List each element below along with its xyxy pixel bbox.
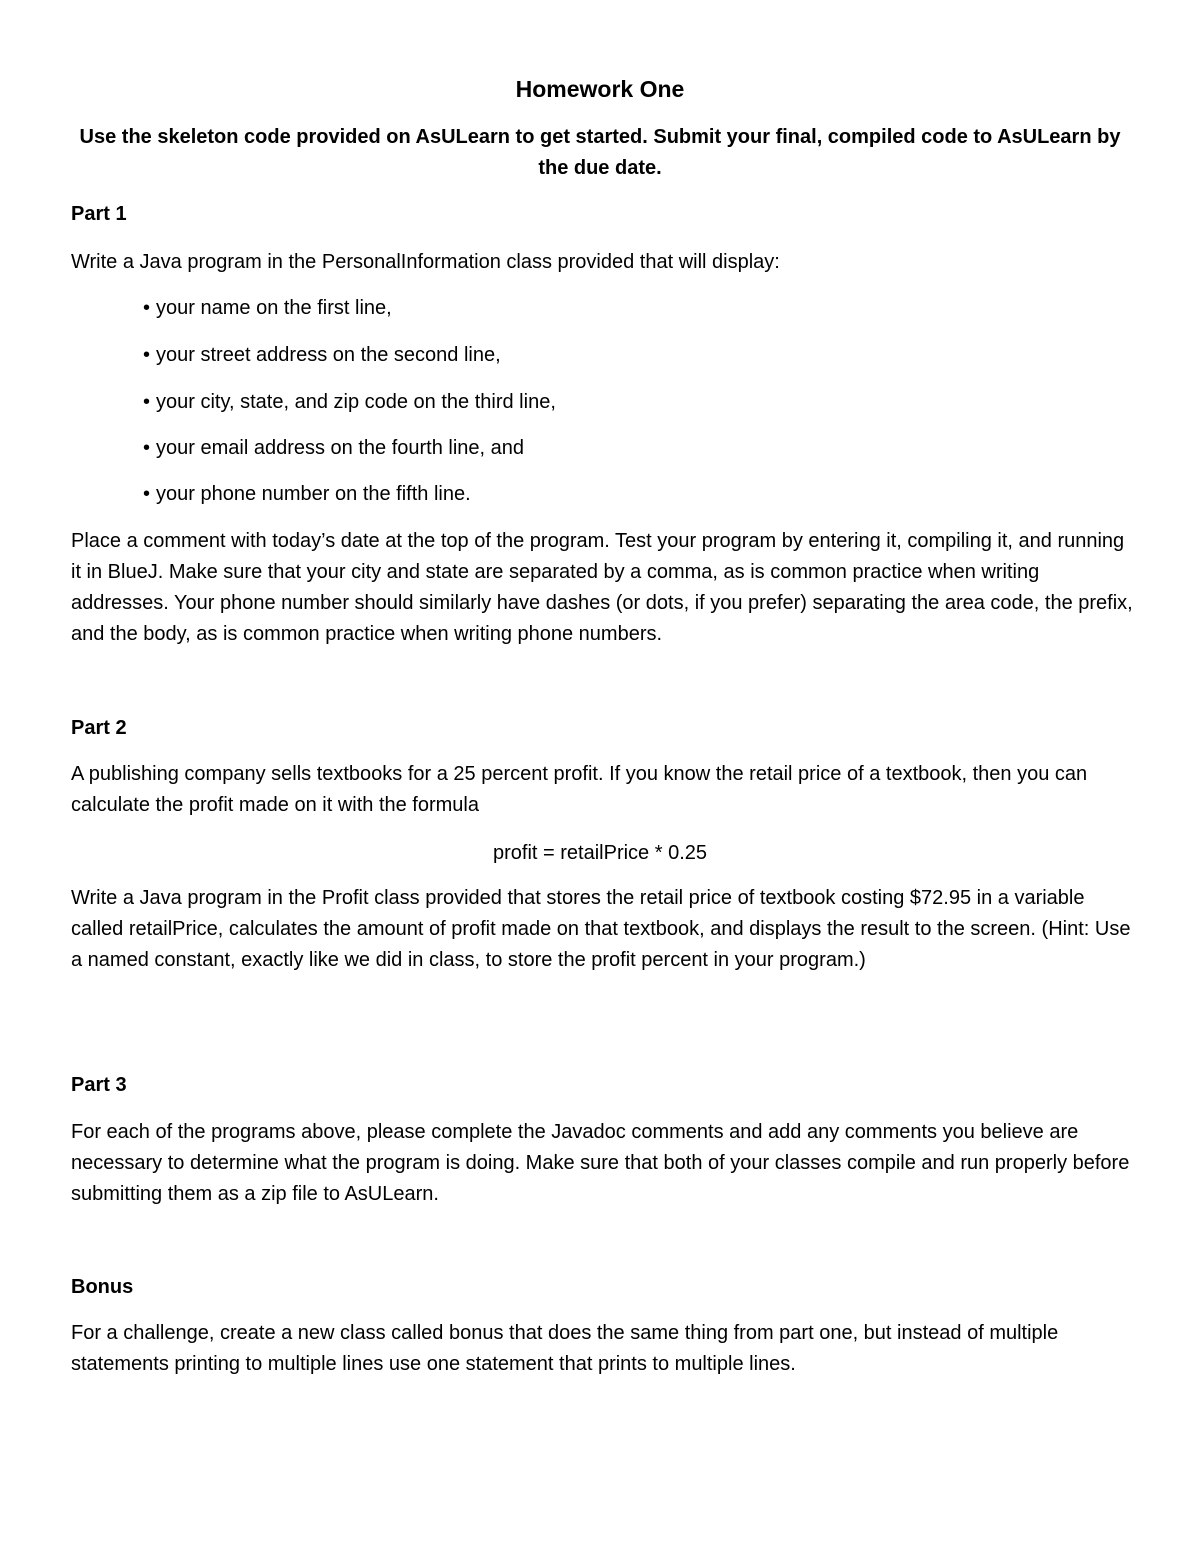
part2-heading: Part 2 [71,717,127,739]
part1-bullet-4 [143,434,524,462]
bullet-icon: • [143,391,151,413]
document-title: Homework One [515,76,685,102]
part1-bullet-1 [143,294,392,322]
part3-body: For each of the programs above, please complete the Javadoc comments and add any comments you believe are necessary to determine what the program is doing. Make sure that both of your classes compile and run properly before submitting them as a zip file to AsULearn. [71,1121,1130,1205]
part2-lead: A publishing company sells textbooks for a 25 percent profit. If you know the retail price of a textbook, then you can calculate the profit made on it with the formula [71,763,1088,816]
bullet-icon: • [143,297,151,319]
bonus-body: For a challenge, create a new class called bonus that does the same thing from part one, but instead of multiple statements printing to multiple lines use one statement that prints to multiple lines. [71,1322,1059,1375]
part2-body: Write a Java program in the Profit class provided that stores the retail price of textbook costing $72.95 in a variable called retailPrice, calculates the amount of profit made on that textbook, and displays the result to the screen. (Hint: Use a named constant, exactly like we did in class, to store the profit percent in your program.) [71,887,1131,971]
bonus-heading: Bonus [71,1276,134,1298]
bullet-text: your email address on the fourth line, and [156,437,525,459]
bullet-text: your city, state, and zip code on the third line, [156,391,556,413]
part1-bullet-2 [143,341,501,369]
intro-instructions: Use the skeleton code provided on AsULearn to get started. Submit your final, compiled code to AsULearn by the due date. [79,126,1121,179]
bullet-icon: • [143,344,151,366]
part1-lead: Write a Java program in the PersonalInformation class provided that will display: [71,251,780,273]
part1-heading: Part 1 [71,203,127,225]
part1-bullet-3 [143,388,556,416]
part3-heading: Part 3 [71,1074,127,1096]
bullet-text: your street address on the second line, [156,344,501,366]
profit-formula: profit = retailPrice * 0.25 [493,842,707,864]
part1-bullet-5 [143,480,471,508]
bullet-text: your name on the first line, [156,297,392,319]
part1-body: Place a comment with today’s date at the top of the program. Test your program by entering it, compiling it, and running it in BlueJ. Make sure that your city and state are separated by a comma, as is common practice when writing addresses. Your phone number should similarly have dashes (or dots, if you prefer) separating the area code, the prefix, and the body, as is common practice when writing phone numbers. [71,530,1133,645]
bullet-icon: • [143,437,151,459]
bullet-text: your phone number on the fifth line. [156,483,471,505]
bullet-icon: • [143,483,151,505]
